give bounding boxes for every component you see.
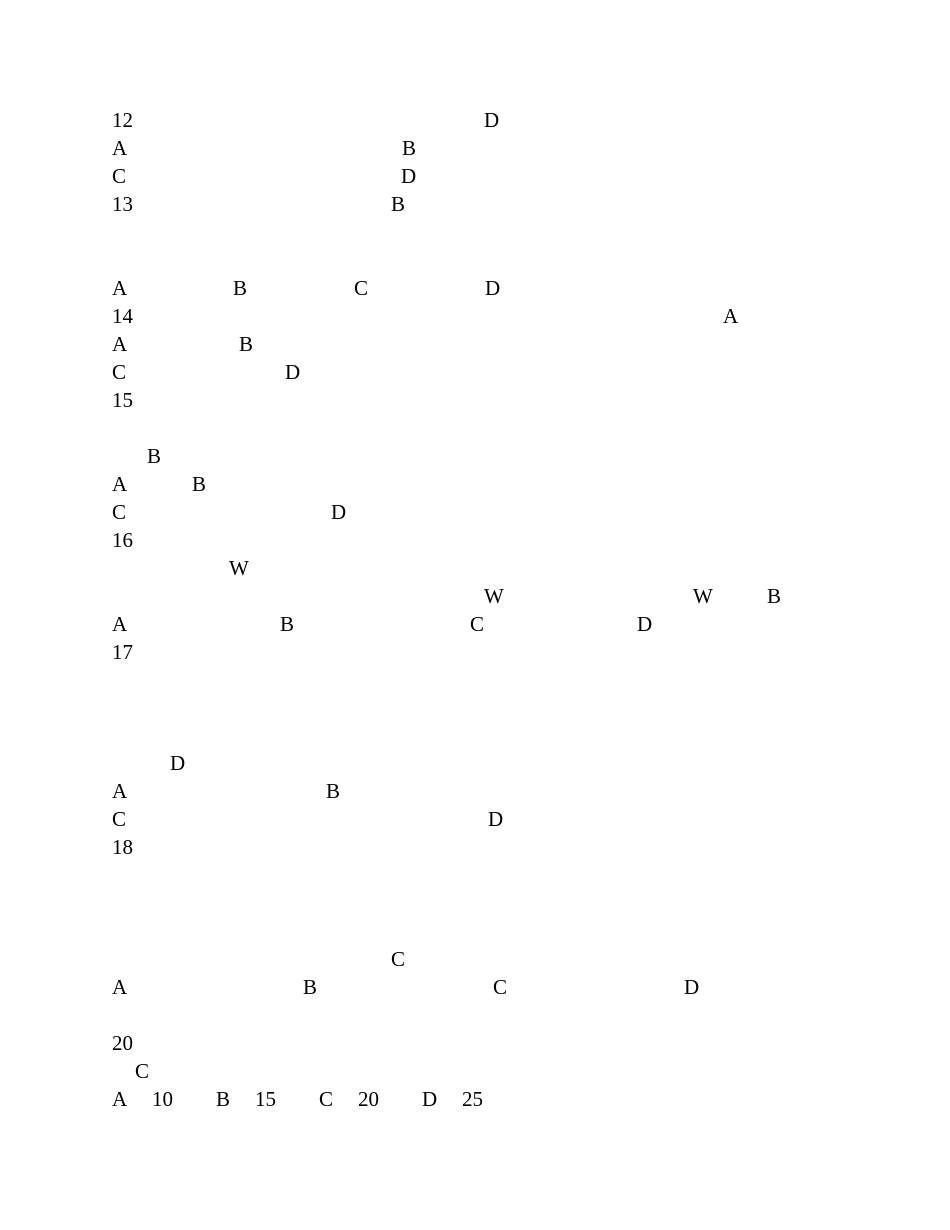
option-b-label: B <box>239 332 254 356</box>
option-b-label: B <box>192 472 207 496</box>
option-a-label: A <box>112 1087 128 1111</box>
option-c-label: C <box>493 975 508 999</box>
answer-letter: B <box>767 584 782 608</box>
question-number: 12 <box>112 108 133 132</box>
option-a-value: 10 <box>152 1087 173 1111</box>
option-a-label: A <box>112 136 128 160</box>
option-d-label: D <box>488 807 504 831</box>
option-d-label: D <box>422 1087 438 1111</box>
option-d-label: D <box>331 500 347 524</box>
option-b-value: 15 <box>255 1087 276 1111</box>
answer-letter: C <box>391 947 406 971</box>
option-b-label: B <box>280 612 295 636</box>
option-b-label: B <box>233 276 248 300</box>
unit-label: W <box>229 556 249 580</box>
option-c-label: C <box>354 276 369 300</box>
question-number: 14 <box>112 304 133 328</box>
option-a-label: A <box>112 612 128 636</box>
answer-letter: D <box>170 751 186 775</box>
question-number: 15 <box>112 388 133 412</box>
question-number: 13 <box>112 192 133 216</box>
option-b-label: B <box>303 975 318 999</box>
option-d-label: D <box>684 975 700 999</box>
option-b-label: B <box>216 1087 231 1111</box>
option-c-label: C <box>319 1087 334 1111</box>
unit-label: W <box>693 584 713 608</box>
option-d-value: 25 <box>462 1087 483 1111</box>
unit-label: W <box>484 584 504 608</box>
answer-letter: C <box>135 1059 150 1083</box>
question-number: 16 <box>112 528 133 552</box>
option-a-label: A <box>112 779 128 803</box>
option-c-label: C <box>112 500 127 524</box>
question-number: 17 <box>112 640 133 664</box>
option-d-label: D <box>401 164 417 188</box>
question-number: 20 <box>112 1031 133 1055</box>
answer-letter: A <box>723 304 739 328</box>
option-d-label: D <box>637 612 653 636</box>
option-d-label: D <box>285 360 301 384</box>
option-d-label: D <box>485 276 501 300</box>
question-number: 18 <box>112 835 133 859</box>
option-a-label: A <box>112 975 128 999</box>
option-a-label: A <box>112 276 128 300</box>
answer-letter: B <box>147 444 162 468</box>
option-a-label: A <box>112 332 128 356</box>
answer-letter: B <box>391 192 406 216</box>
option-c-label: C <box>112 164 127 188</box>
option-b-label: B <box>326 779 341 803</box>
option-b-label: B <box>402 136 417 160</box>
option-c-value: 20 <box>358 1087 379 1111</box>
answer-letter: D <box>484 108 500 132</box>
option-c-label: C <box>112 807 127 831</box>
option-c-label: C <box>470 612 485 636</box>
option-a-label: A <box>112 472 128 496</box>
option-c-label: C <box>112 360 127 384</box>
